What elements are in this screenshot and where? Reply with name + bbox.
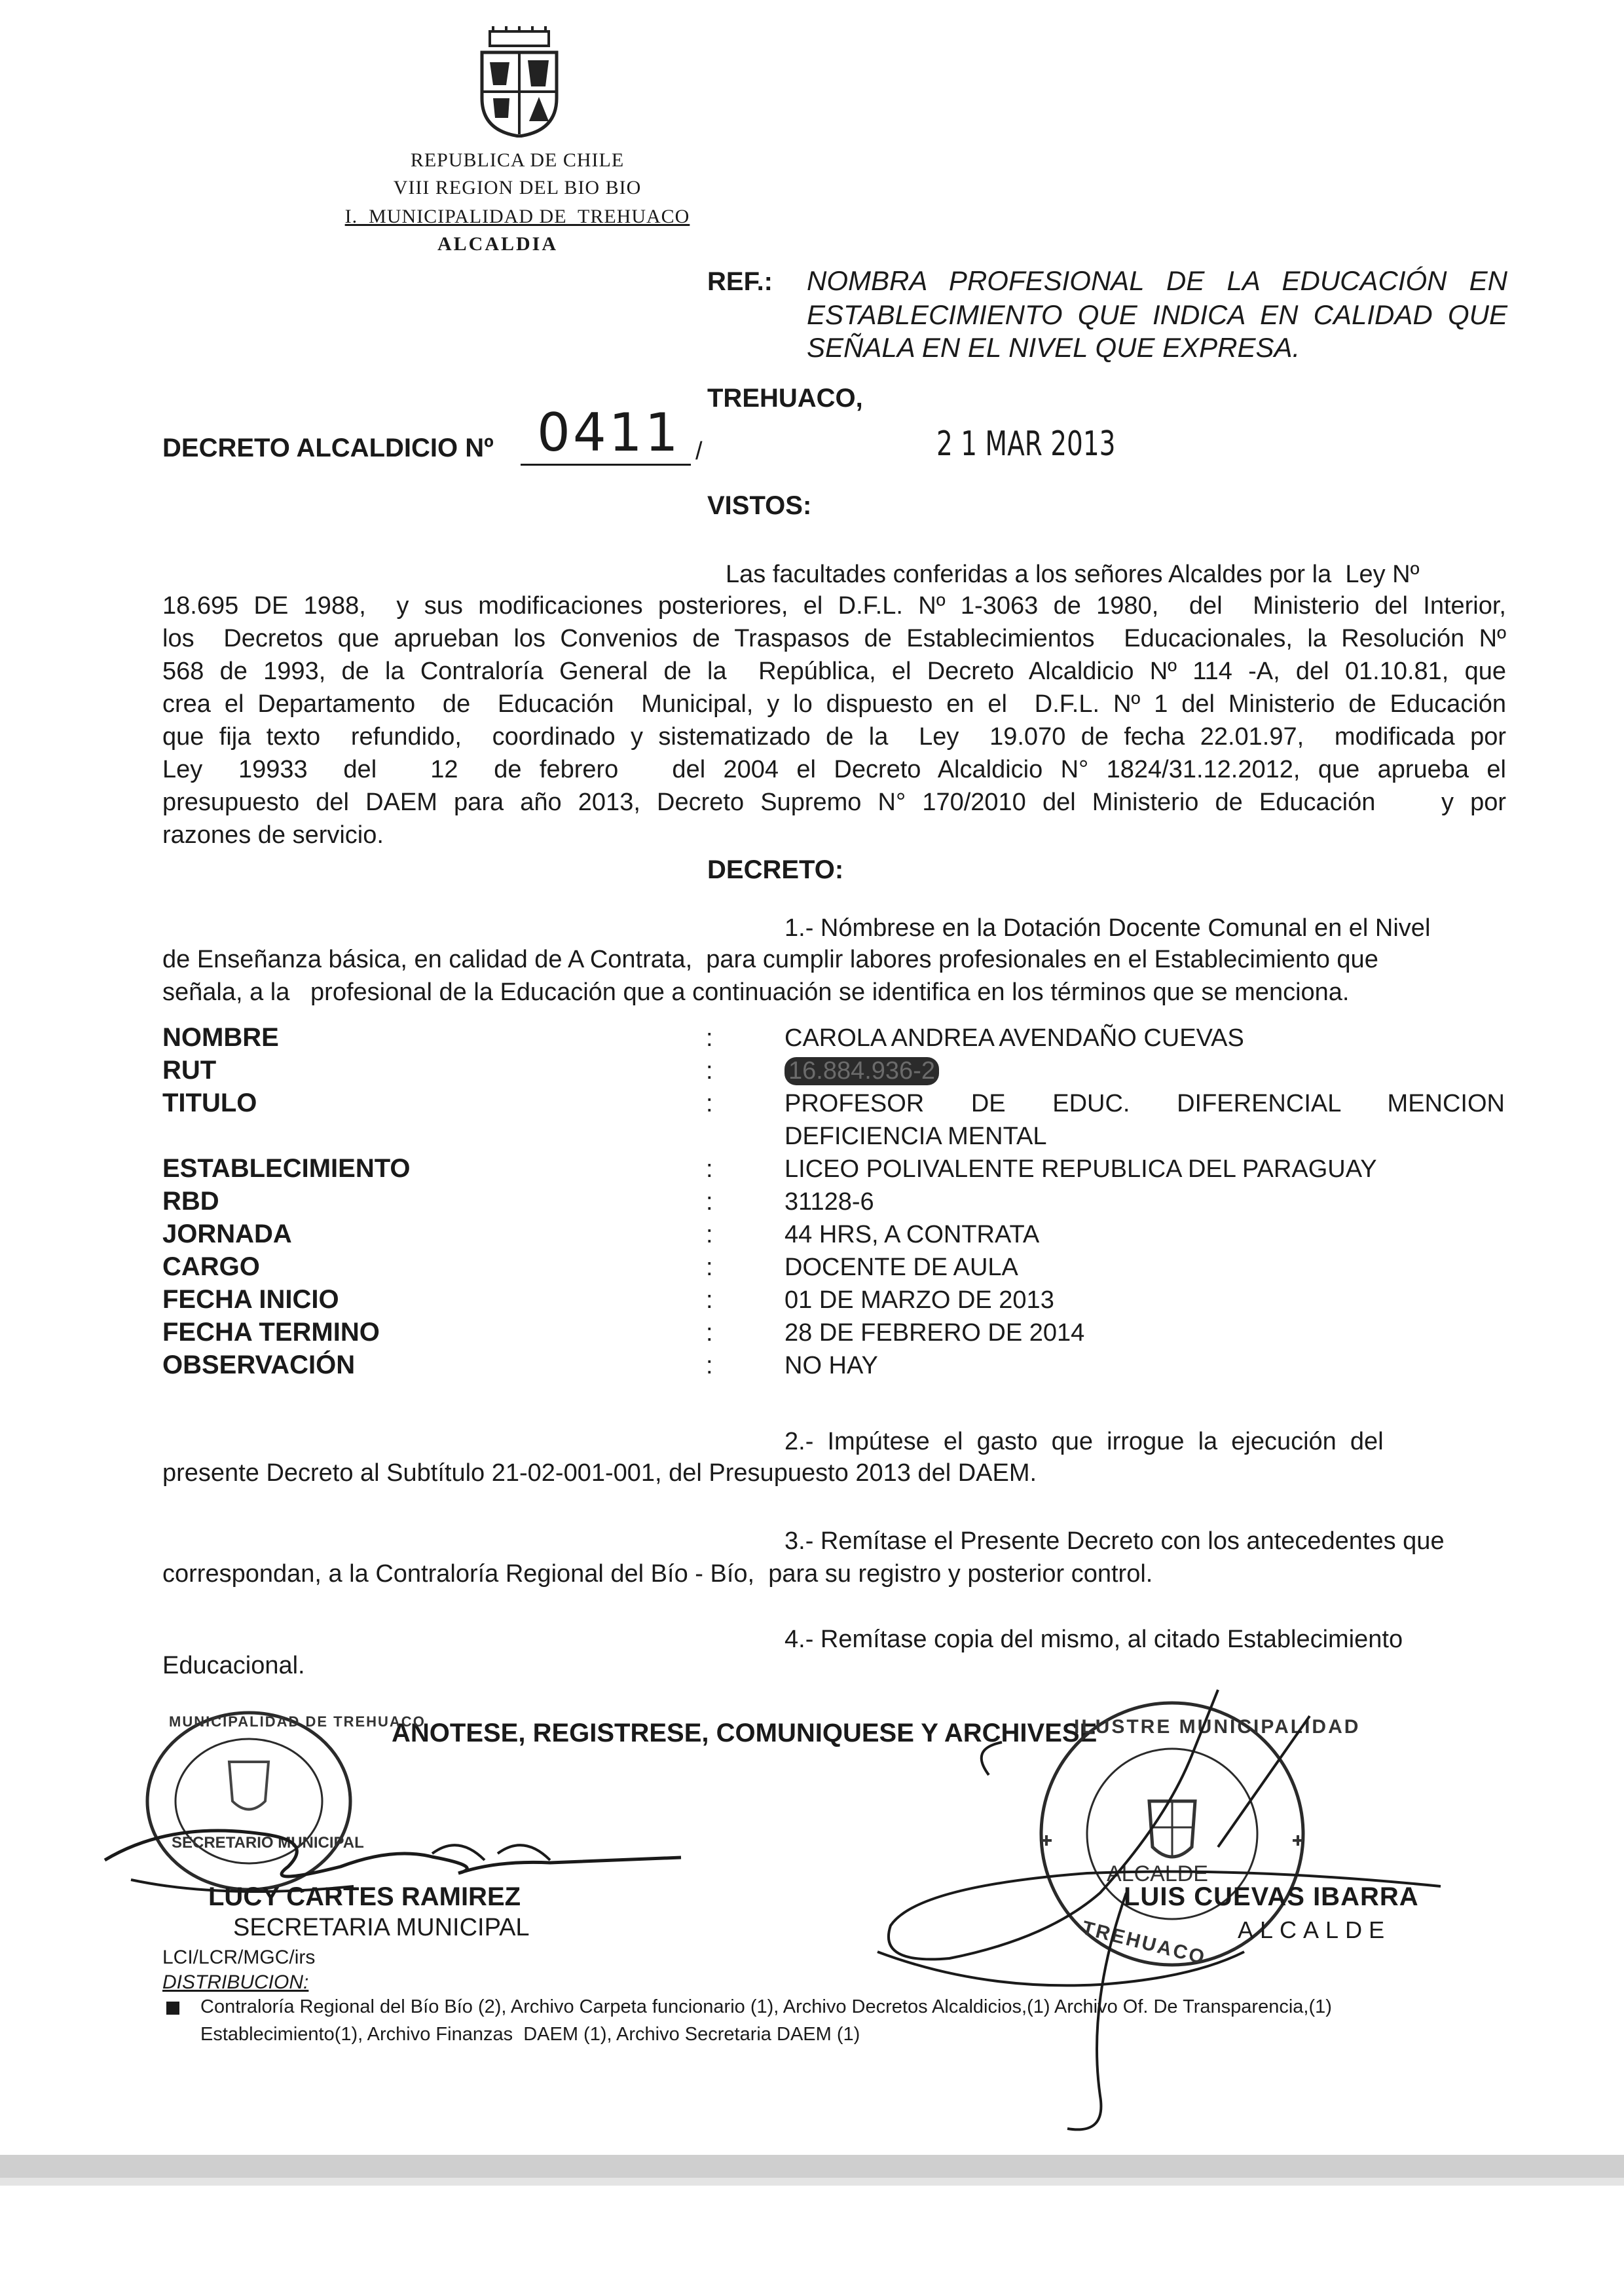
ref-label: REF.: xyxy=(707,267,773,296)
detail-row xyxy=(162,1023,1511,1056)
header-line-region: VIII REGION DEL BIO BIO xyxy=(393,177,642,198)
art1-first-line: 1.- Nómbrese en la Dotación Docente Comunal en el Nivel xyxy=(784,914,1431,942)
ref-line-3: SEÑALA EN EL NIVEL QUE EXPRESA. xyxy=(807,332,1301,363)
detail-label: TITULO xyxy=(162,1089,257,1117)
detail-value: DOCENTE DE AULA xyxy=(784,1254,1018,1281)
detail-row xyxy=(162,1252,1511,1285)
place-label: TREHUACO, xyxy=(707,384,863,413)
art4-line: Educacional. xyxy=(162,1652,305,1679)
right-signer-name: LUIS CUEVAS IBARRA xyxy=(1124,1882,1419,1911)
right-seal-text-bottom: TREHUACO xyxy=(1080,1917,1209,1969)
art3-line: correspondan, a la Contraloría Regional del Bío - Bío, para su registro y posterior control. xyxy=(162,1560,1153,1588)
art1-line: de Enseñanza básica, en calidad de A Contrata, para cumplir labores profesionales en el Establecimiento que xyxy=(162,946,1378,973)
decreto-title: DECRETO: xyxy=(707,855,844,884)
decree-number-underline xyxy=(521,464,691,466)
decree-date: 2 1 MAR 2013 xyxy=(936,424,1116,464)
detail-row xyxy=(162,1154,1511,1187)
detail-colon: : xyxy=(706,1057,713,1085)
detail-colon: : xyxy=(706,1352,713,1379)
right-seal-text-top: ILUSTRE MUNICIPALIDAD xyxy=(1074,1716,1361,1738)
detail-colon: : xyxy=(706,1286,713,1314)
distribution-line-2: Establecimiento(1), Archivo Finanzas DAEM (1), Archivo Secretaria DAEM (1) xyxy=(200,2024,860,2045)
vistos-body xyxy=(162,589,1506,851)
vistos-title: VISTOS: xyxy=(707,491,812,520)
detail-value: 31128-6 xyxy=(784,1188,874,1216)
detail-value: LICEO POLIVALENTE REPUBLICA DEL PARAGUAY xyxy=(784,1155,1377,1183)
vistos-line: crea el Departamento de Educación Municipal, y lo dispuesto en el D.F.L. Nº 1 del Ministerio de Educación xyxy=(162,690,1506,718)
detail-label: OBSERVACIÓN xyxy=(162,1351,356,1379)
distribution-bullet xyxy=(166,2002,179,2015)
detail-value: 01 DE MARZO DE 2013 xyxy=(784,1286,1054,1314)
right-seal-text-mid: ALCALDE xyxy=(1107,1861,1208,1886)
detail-row xyxy=(162,1285,1511,1318)
vistos-line: que fija texto refundido, coordinado y sistematizado de la Ley 19.070 de fecha 22.01.97, modificada por xyxy=(162,723,1506,751)
header-line-alcaldia: ALCALDIA xyxy=(437,233,559,255)
left-signer-name: LUCY CARTES RAMIREZ xyxy=(208,1882,521,1911)
detail-value: NO HAY xyxy=(784,1352,878,1379)
detail-value: 44 HRS, A CONTRATA xyxy=(784,1221,1040,1248)
art1-line: señala, a la profesional de la Educación que a continuación se identifica en los términos que se menciona. xyxy=(162,979,1350,1006)
detail-row xyxy=(162,1318,1511,1351)
left-signer-title: SECRETARIA MUNICIPAL xyxy=(233,1914,530,1941)
vistos-line: presupuesto del DAEM para año 2013, Decreto Supremo N° 170/2010 del Ministerio de Educación y por xyxy=(162,789,1506,816)
decree-slash: / xyxy=(695,438,703,465)
detail-label: FECHA INICIO xyxy=(162,1285,339,1314)
closing-formula: ANOTESE, REGISTRESE, COMUNIQUESE Y ARCHIVESE xyxy=(392,1719,1098,1747)
decree-label: DECRETO ALCALDICIO Nº xyxy=(162,434,494,462)
vistos-first-line: Las facultades conferidas a los señores Alcaldes por la Ley Nº xyxy=(726,561,1420,588)
art4-first-line: 4.- Remítase copia del mismo, al citado Establecimiento xyxy=(784,1626,1403,1653)
art3-first-line: 3.- Remítase el Presente Decreto con los antecedentes que xyxy=(784,1527,1445,1555)
ref-line-2: ESTABLECIMIENTO QUE INDICA EN CALIDAD QUE xyxy=(807,299,1507,330)
header-line-republic: REPUBLICA DE CHILE xyxy=(410,149,625,171)
right-signer-title: ALCALDE xyxy=(1238,1916,1392,1943)
art2-first-line: 2.- Impútese el gasto que irrogue la ejecución del xyxy=(784,1428,1384,1455)
detail-colon: : xyxy=(706,1155,713,1183)
ref-line-1: NOMBRA PROFESIONAL DE LA EDUCACIÓN EN xyxy=(807,265,1507,296)
distribution-label: DISTRIBUCION: xyxy=(162,1971,309,1993)
detail-colon: : xyxy=(706,1319,713,1347)
detail-row xyxy=(162,1351,1511,1383)
detail-label: CARGO xyxy=(162,1252,260,1281)
details-table xyxy=(162,1023,1511,1383)
distribution-line-1: Contraloría Regional del Bío Bío (2), Archivo Carpeta funcionario (1), Archivo Decretos Alcaldicios,(1) Archivo Of. De Transparencia,(1) xyxy=(200,1996,1332,2017)
detail-row xyxy=(162,1187,1511,1220)
detail-value: CAROLA ANDREA AVENDAÑO CUEVAS xyxy=(784,1024,1244,1052)
vistos-line: Ley 19933 del 12 de febrero del 2004 el Decreto Alcaldicio N° 1824/31.12.2012, que aprueba el xyxy=(162,756,1506,783)
art1-body xyxy=(162,943,1506,1009)
detail-label: RUT xyxy=(162,1056,217,1085)
header-line-municipality: I. MUNICIPALIDAD DE TREHUACO xyxy=(344,206,690,227)
art2-line: presente Decreto al Subtítulo 21-02-001-001, del Presupuesto 2013 del DAEM. xyxy=(162,1459,1037,1487)
detail-value: PROFESOR DE EDUC. DIFERENCIAL MENCION xyxy=(784,1090,1505,1117)
detail-row xyxy=(162,1220,1511,1252)
scan-edge-band-light xyxy=(0,2178,1624,2186)
detail-label: FECHA TERMINO xyxy=(162,1318,380,1347)
vistos-line: 18.695 DE 1988, y sus modificaciones posteriores, el D.F.L. Nº 1-3063 de 1980, del Ministerio del Interior, xyxy=(162,592,1506,620)
left-seal-text-mid: SECRETARIO MUNICIPAL xyxy=(172,1834,364,1852)
detail-label: JORNADA xyxy=(162,1220,292,1248)
vistos-line: 568 de 1993, de la Contraloría General de la República, el Decreto Alcaldicio Nº 114 -A, del 01.10.81, que xyxy=(162,658,1506,685)
initials: LCI/LCR/MGC/irs xyxy=(162,1947,316,1968)
scan-edge-band xyxy=(0,2155,1624,2181)
detail-value-cont: DEFICIENCIA MENTAL xyxy=(784,1123,1047,1150)
detail-label: NOMBRE xyxy=(162,1023,279,1052)
decree-number: 0411 xyxy=(537,402,681,463)
detail-colon: : xyxy=(706,1221,713,1248)
vistos-line: razones de servicio. xyxy=(162,821,384,849)
detail-value: 28 DE FEBRERO DE 2014 xyxy=(784,1319,1085,1347)
detail-colon: : xyxy=(706,1254,713,1281)
left-seal-text-top: MUNICIPALIDAD DE TREHUACO xyxy=(169,1713,426,1730)
detail-colon: : xyxy=(706,1090,713,1117)
detail-colon: : xyxy=(706,1188,713,1216)
vistos-line: los Decretos que aprueban los Convenios de Traspasos de Establecimientos Educacionales, la Resolución Nº xyxy=(162,625,1506,652)
detail-row xyxy=(162,1089,1511,1154)
detail-value-redacted: 16.884.936-2 xyxy=(784,1057,939,1085)
detail-row xyxy=(162,1056,1511,1089)
detail-label: ESTABLECIMIENTO xyxy=(162,1154,411,1183)
detail-label: RBD xyxy=(162,1187,219,1216)
coat-of-arms xyxy=(477,26,562,138)
detail-colon: : xyxy=(706,1024,713,1052)
